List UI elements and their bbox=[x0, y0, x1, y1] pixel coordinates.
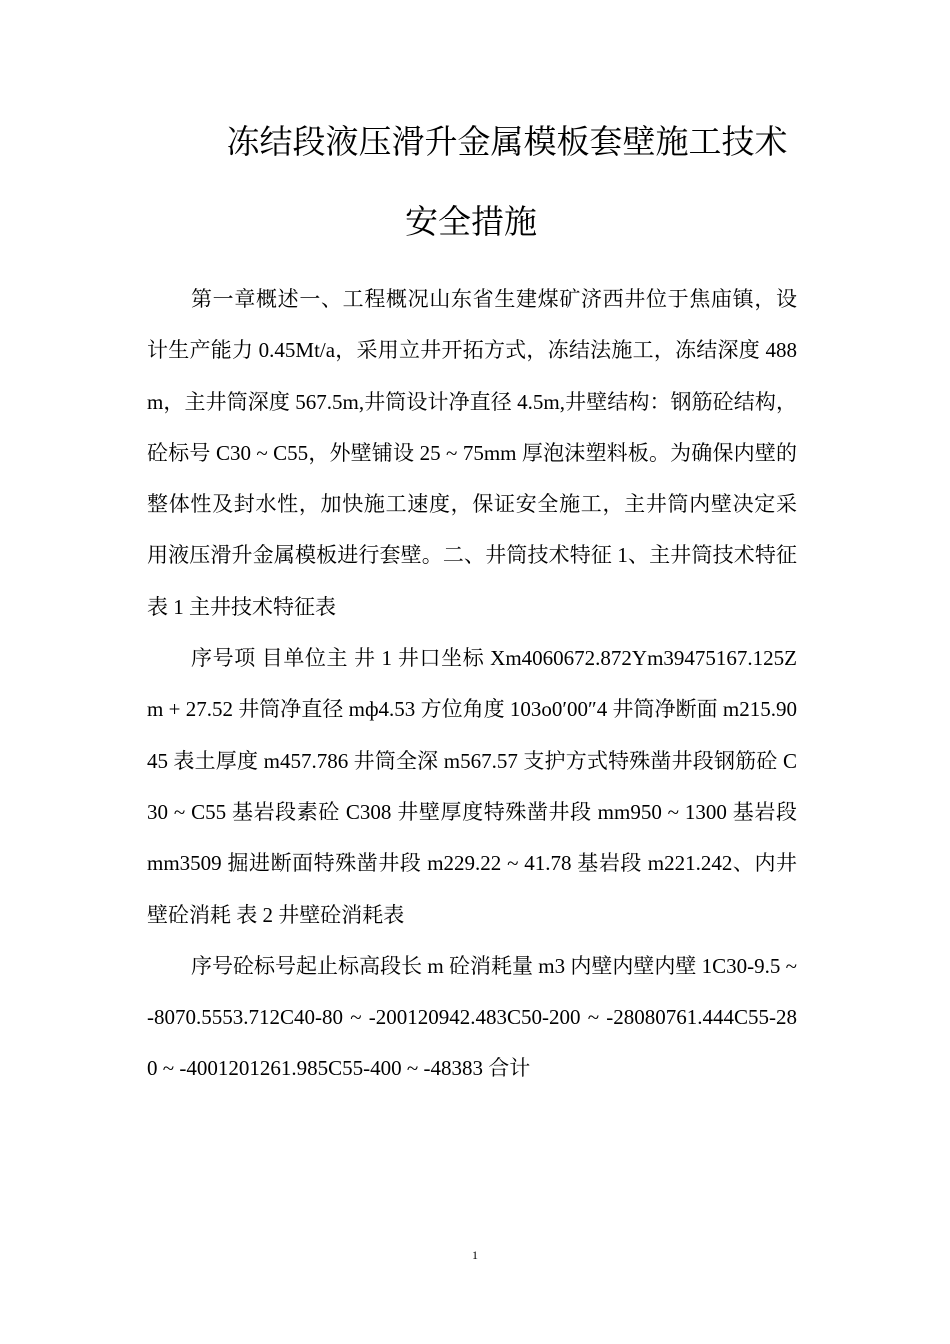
document-body bbox=[147, 274, 797, 1095]
paragraph-technical-features: 序号项 目单位主 井 1 井口坐标 Xm4060672.872Ym39475167.125Zm + 27.52 井筒净直径 mф4.53 方位角度 103o0′00″4 井筒净断面 m215.9045 表土厚度 m457.786 井筒全深 m567.57 支护方式特殊凿井段钢筋砼 C30 ~ C55 基岩段素砼 C308 井壁厚度特殊凿井段 mm950 ~ 1300 基岩段 mm3509 掘进断面特殊凿井段 m229.22 ~ 41.78 基岩段 m221.242、内井壁砼消耗 表 2 井壁砼消耗表 bbox=[147, 646, 797, 927]
page-number: 1 bbox=[472, 1248, 478, 1262]
paragraph-overview: 第一章概述一、工程概况山东省生建煤矿济西井位于焦庙镇，设计生产能力 0.45Mt/a，采用立井开拓方式，冻结法施工，冻结深度 488m，主井筒深度 567.5m,井筒设计净直径 4.5m,井壁结构：钢筋砼结构，砼标号 C30 ~ C55，外壁铺设 25 ~ 75mm 厚泡沫塑料板。为确保内壁的整体性及封水性，加快施工速度，保证安全施工，主井筒内壁决定采用液压滑升金属模板进行套壁。二、井筒技术特征 1、主井筒技术特征表 1 主井技术特征表 bbox=[147, 287, 797, 619]
paragraph-concrete-consumption: 序号砼标号起止标高段长 m 砼消耗量 m3 内壁内壁内壁 1C30-9.5 ~ -8070.5553.712C40-80 ~ -200120942.483C50-200 ~ -28080761.444C55-280 ~ -4001201261.985C55-400 ~ -48383 合计 bbox=[147, 953, 797, 1081]
document-title-line-1: 冻结段液压滑升金属模板套壁施工技术 bbox=[226, 122, 788, 161]
document-title-line-2: 安全措施 bbox=[405, 202, 537, 241]
